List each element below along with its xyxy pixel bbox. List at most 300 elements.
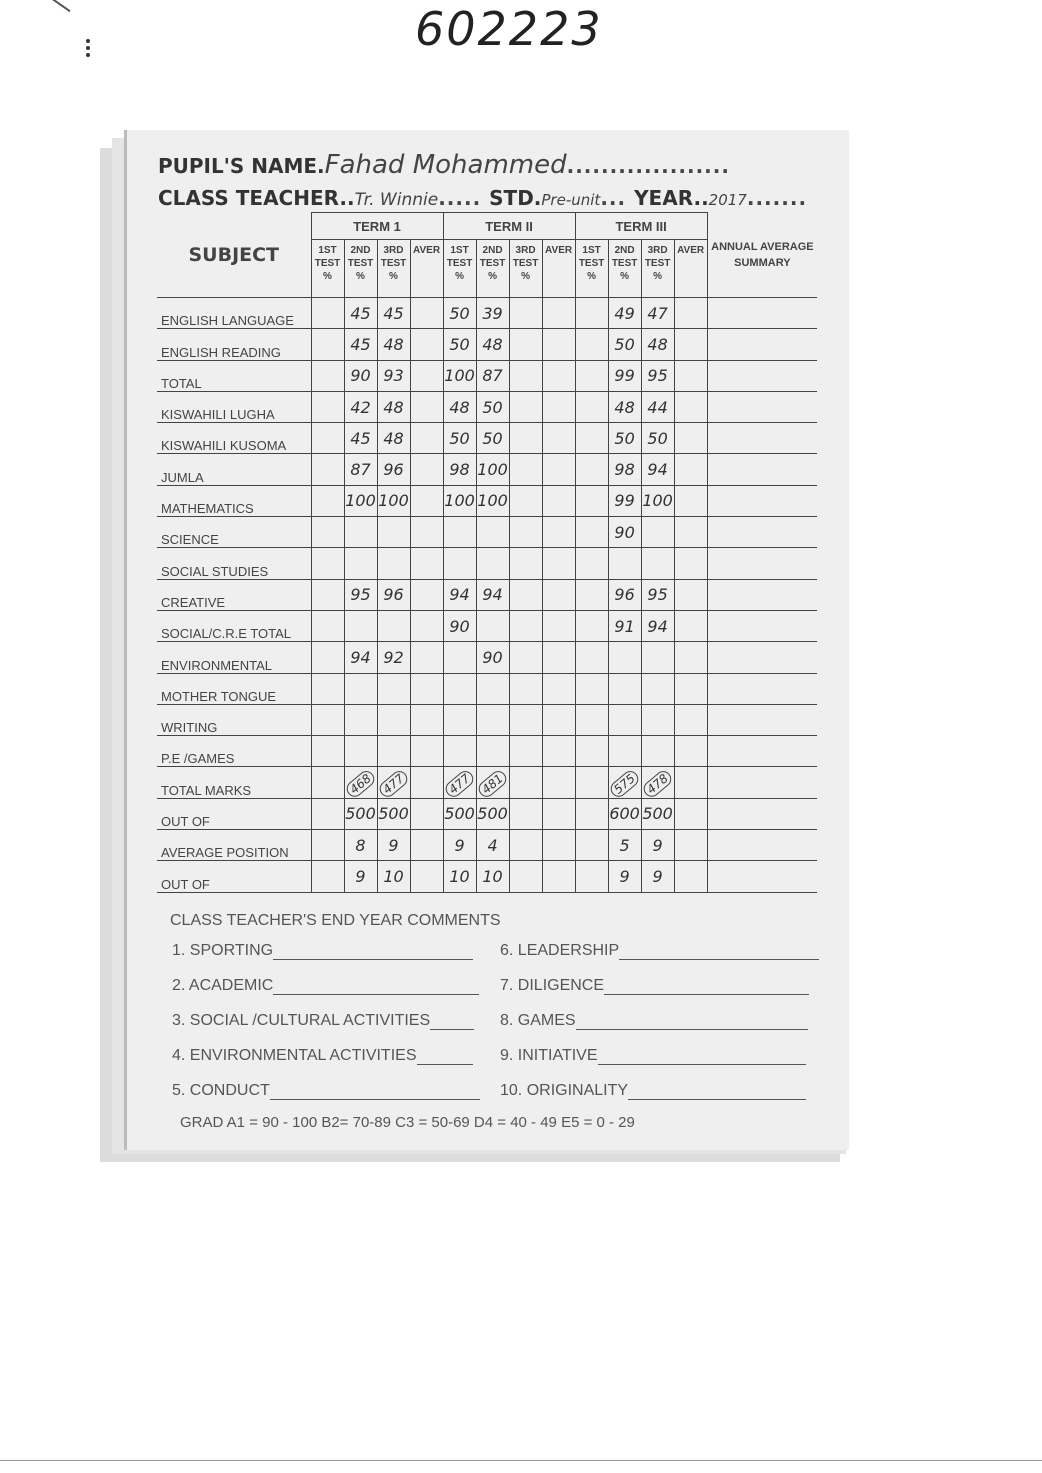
comment-item <box>500 1012 808 1030</box>
pupil-name-value: Fahad Mohammed <box>324 150 567 180</box>
mark-cell <box>344 642 377 673</box>
mark-cell <box>674 642 707 673</box>
mark-cell <box>509 610 542 641</box>
mark-cell <box>344 673 377 704</box>
mark-cell <box>443 454 476 485</box>
mark-value: 47 <box>647 303 668 323</box>
mark-value: 45 <box>350 303 371 323</box>
mark-cell <box>509 736 542 767</box>
mark-cell <box>377 454 410 485</box>
annual-summary-cell <box>707 861 817 892</box>
mark-cell <box>311 298 344 329</box>
mark-cell <box>410 642 443 673</box>
mark-cell <box>509 704 542 735</box>
mark-cell <box>509 673 542 704</box>
mark-cell <box>410 610 443 641</box>
mark-cell <box>641 548 674 579</box>
mark-cell <box>377 391 410 422</box>
mark-cell <box>509 360 542 391</box>
mark-value: 5 <box>619 835 630 855</box>
mark-cell <box>575 610 608 641</box>
mark-cell <box>542 548 575 579</box>
mark-value: 49 <box>614 303 635 323</box>
mark-value: 90 <box>449 616 470 636</box>
mark-cell <box>608 454 641 485</box>
mark-cell <box>377 704 410 735</box>
mark-value: 45 <box>350 428 371 448</box>
mark-cell <box>608 673 641 704</box>
mark-cell <box>476 454 509 485</box>
mark-cell <box>575 736 608 767</box>
mark-cell <box>476 861 509 892</box>
mark-value: 96 <box>383 585 404 605</box>
mark-cell <box>608 798 641 829</box>
mark-cell <box>608 610 641 641</box>
comment-label: 5. CONDUCT <box>172 1082 270 1099</box>
mark-value: 99 <box>614 491 635 511</box>
mark-cell <box>575 579 608 610</box>
mark-value: 9 <box>388 835 399 855</box>
annual-summary-cell <box>707 673 817 704</box>
mark-cell <box>641 861 674 892</box>
mark-cell <box>476 798 509 829</box>
mark-value: 468 <box>344 768 378 800</box>
mark-value: 478 <box>641 768 675 800</box>
subject-name: TOTAL MARKS <box>157 767 311 798</box>
mark-cell <box>311 736 344 767</box>
mark-cell <box>542 423 575 454</box>
mark-cell <box>344 391 377 422</box>
mark-value: 10 <box>383 866 404 886</box>
mark-cell <box>509 830 542 861</box>
mark-cell <box>443 517 476 548</box>
test-column-header <box>575 240 608 298</box>
mark-cell <box>344 423 377 454</box>
annual-summary-cell <box>707 548 817 579</box>
subject-name: MATHEMATICS <box>157 485 311 516</box>
column-head-text: 3RD <box>383 245 404 256</box>
mark-cell <box>575 830 608 861</box>
subject-name: KISWAHILI LUGHA <box>157 391 311 422</box>
comment-blank-line[interactable] <box>270 1085 480 1100</box>
mark-value: 8 <box>355 835 366 855</box>
column-head-text: TEST <box>644 258 671 269</box>
mark-cell <box>542 798 575 829</box>
comment-label: 7. DILIGENCE <box>500 977 605 994</box>
mark-cell <box>575 704 608 735</box>
column-head-text: 2ND <box>350 245 371 256</box>
mark-cell <box>443 798 476 829</box>
mark-value: 10 <box>482 866 503 886</box>
comment-blank-line[interactable] <box>430 1015 474 1030</box>
mark-cell <box>476 579 509 610</box>
comment-label: 6. LEADERSHIP <box>500 942 620 959</box>
column-head-text: % <box>521 271 530 282</box>
mark-value: 50 <box>482 428 503 448</box>
comment-item <box>172 1047 473 1065</box>
mark-cell <box>509 548 542 579</box>
mark-cell <box>674 517 707 548</box>
mark-value: 500 <box>378 804 409 824</box>
subject-name: OUT OF <box>157 798 311 829</box>
annual-summary-cell <box>707 329 817 360</box>
mark-cell <box>377 861 410 892</box>
mark-value: 50 <box>449 428 470 448</box>
mark-value: 9 <box>652 835 663 855</box>
mark-value: 99 <box>614 366 635 386</box>
mark-cell <box>476 642 509 673</box>
table-row <box>157 454 817 485</box>
mark-value: 44 <box>647 397 668 417</box>
mark-cell <box>476 329 509 360</box>
mark-cell <box>377 736 410 767</box>
mark-cell <box>575 798 608 829</box>
mark-value: 50 <box>614 428 635 448</box>
mark-cell <box>641 798 674 829</box>
mark-cell <box>443 736 476 767</box>
column-head-text: % <box>455 271 464 282</box>
pupil-name-row <box>158 150 730 180</box>
column-head-text: TEST <box>611 258 638 269</box>
test-column-header <box>641 240 674 298</box>
column-head-text: % <box>653 271 663 282</box>
table-row <box>157 548 817 579</box>
mark-value: 50 <box>482 397 503 417</box>
mark-cell <box>410 485 443 516</box>
mark-cell <box>410 391 443 422</box>
subject-name: SCIENCE <box>157 517 311 548</box>
mark-cell <box>344 579 377 610</box>
mark-cell <box>575 391 608 422</box>
mark-cell <box>575 423 608 454</box>
mark-cell <box>542 642 575 673</box>
mark-cell <box>608 548 641 579</box>
scan-mark <box>51 0 70 12</box>
mark-cell <box>542 704 575 735</box>
mark-value: 94 <box>449 585 470 605</box>
subject-header: SUBJECT <box>157 213 311 298</box>
teacher-value: Tr. Winnie <box>354 190 439 210</box>
mark-cell <box>575 548 608 579</box>
test-column-header <box>542 240 575 298</box>
table-row <box>157 298 817 329</box>
mark-cell <box>608 861 641 892</box>
mark-value: 500 <box>345 804 376 824</box>
test-column-header <box>608 240 641 298</box>
annual-summary-cell <box>707 298 817 329</box>
mark-cell <box>377 579 410 610</box>
subject-name: TOTAL <box>157 360 311 391</box>
mark-cell <box>410 454 443 485</box>
column-head-text: 1ST <box>318 245 337 256</box>
std-value: Pre-unit <box>541 191 601 209</box>
subject-name: SOCIAL STUDIES <box>157 548 311 579</box>
comment-blank-line[interactable] <box>628 1085 806 1100</box>
mark-value: 10 <box>449 866 470 886</box>
mark-cell <box>641 360 674 391</box>
mark-value: 96 <box>383 460 404 480</box>
comment-row <box>170 942 830 977</box>
mark-value: 96 <box>614 585 635 605</box>
mark-value: 48 <box>449 397 470 417</box>
mark-cell <box>311 329 344 360</box>
mark-cell <box>311 704 344 735</box>
mark-cell <box>542 610 575 641</box>
mark-cell <box>410 767 443 798</box>
mark-cell <box>575 642 608 673</box>
comment-label: 1. SPORTING <box>172 942 274 959</box>
comment-label: 9. INITIATIVE <box>500 1047 598 1064</box>
scan-edge <box>0 1460 1042 1461</box>
subject-name: CREATIVE <box>157 579 311 610</box>
mark-cell <box>509 391 542 422</box>
mark-cell <box>344 861 377 892</box>
mark-value: 9 <box>355 866 366 886</box>
comment-row <box>170 1012 830 1047</box>
comment-blank-line[interactable] <box>273 980 479 995</box>
comment-row <box>170 977 830 1012</box>
test-column-header <box>443 240 476 298</box>
test-column-header <box>674 240 707 298</box>
mark-cell <box>377 798 410 829</box>
mark-value: 600 <box>609 804 640 824</box>
mark-value: 100 <box>642 491 673 511</box>
mark-cell <box>344 767 377 798</box>
mark-cell <box>443 329 476 360</box>
test-column-header <box>377 240 410 298</box>
annual-summary-cell <box>707 485 817 516</box>
comment-blank-line[interactable] <box>619 945 819 960</box>
mark-value: 48 <box>482 334 503 354</box>
mark-cell <box>509 329 542 360</box>
subject-name: JUMLA <box>157 454 311 485</box>
mark-cell <box>509 798 542 829</box>
column-head-text: 1ST <box>582 245 601 256</box>
annual-summary-cell <box>707 704 817 735</box>
comment-item <box>172 1082 480 1100</box>
mark-cell <box>674 798 707 829</box>
mark-cell <box>674 485 707 516</box>
reference-number: 602223 <box>415 2 603 56</box>
mark-cell <box>344 454 377 485</box>
annual-summary-header: ANNUAL AVERAGE SUMMARY <box>707 213 817 298</box>
mark-cell <box>443 579 476 610</box>
mark-value: 98 <box>614 460 635 480</box>
mark-cell <box>575 329 608 360</box>
mark-cell <box>443 610 476 641</box>
mark-cell <box>641 642 674 673</box>
pupil-name-label: PUPIL'S NAME. <box>158 154 325 178</box>
comment-label: 10. ORIGINALITY <box>500 1082 629 1099</box>
mark-value: 45 <box>350 334 371 354</box>
mark-cell <box>509 861 542 892</box>
mark-cell <box>608 423 641 454</box>
mark-cell <box>476 673 509 704</box>
subject-name: P.E /GAMES <box>157 736 311 767</box>
mark-cell <box>641 454 674 485</box>
test-column-header <box>344 240 377 298</box>
annual-summary-cell <box>707 579 817 610</box>
mark-cell <box>509 579 542 610</box>
mark-cell <box>674 610 707 641</box>
table-row <box>157 673 817 704</box>
mark-cell <box>344 830 377 861</box>
mark-cell <box>608 360 641 391</box>
mark-cell <box>311 485 344 516</box>
mark-cell <box>377 329 410 360</box>
mark-cell <box>476 517 509 548</box>
test-column-header <box>476 240 509 298</box>
mark-cell <box>674 861 707 892</box>
mark-cell <box>410 517 443 548</box>
mark-value: 48 <box>383 397 404 417</box>
subject-name: ENVIRONMENTAL <box>157 642 311 673</box>
mark-cell <box>410 673 443 704</box>
mark-cell <box>509 298 542 329</box>
marks-table <box>157 212 825 907</box>
mark-cell <box>674 704 707 735</box>
mark-cell <box>377 610 410 641</box>
mark-cell <box>410 861 443 892</box>
mark-cell <box>311 360 344 391</box>
mark-value: 100 <box>345 491 376 511</box>
comment-blank-line[interactable] <box>576 1015 808 1030</box>
mark-cell <box>575 454 608 485</box>
mark-cell <box>443 861 476 892</box>
mark-value: 87 <box>350 460 371 480</box>
mark-cell <box>476 736 509 767</box>
mark-cell <box>608 298 641 329</box>
mark-value: 500 <box>477 804 508 824</box>
mark-value: 50 <box>647 428 668 448</box>
table-row <box>157 642 817 673</box>
mark-cell <box>476 391 509 422</box>
column-head-text: AVER <box>677 245 705 256</box>
subject-name: WRITING <box>157 704 311 735</box>
mark-cell <box>641 391 674 422</box>
mark-cell <box>476 360 509 391</box>
column-head-text: 1ST <box>450 245 469 256</box>
mark-cell <box>344 798 377 829</box>
comment-item <box>172 942 473 960</box>
mark-cell <box>608 642 641 673</box>
comment-blank-line[interactable] <box>273 945 473 960</box>
mark-cell <box>542 454 575 485</box>
mark-cell <box>641 767 674 798</box>
mark-cell <box>641 830 674 861</box>
mark-cell <box>476 704 509 735</box>
mark-cell <box>476 548 509 579</box>
subject-name: SOCIAL/C.R.E TOTAL <box>157 610 311 641</box>
mark-cell <box>410 736 443 767</box>
mark-cell <box>674 736 707 767</box>
mark-value: 94 <box>647 616 668 636</box>
mark-cell <box>344 548 377 579</box>
table-row <box>157 610 817 641</box>
mark-cell <box>509 454 542 485</box>
column-head-text: TEST <box>446 258 473 269</box>
table-row <box>157 579 817 610</box>
mark-value: 48 <box>614 397 635 417</box>
mark-cell <box>377 767 410 798</box>
mark-cell <box>608 391 641 422</box>
mark-cell <box>311 767 344 798</box>
mark-cell <box>476 610 509 641</box>
table-row <box>157 736 817 767</box>
annual-summary-cell <box>707 798 817 829</box>
mark-cell <box>509 485 542 516</box>
mark-cell <box>542 517 575 548</box>
column-head-text: TEST <box>347 258 374 269</box>
year-value: 2017 <box>708 191 747 209</box>
annual-summary-cell <box>707 736 817 767</box>
mark-value: 50 <box>449 303 470 323</box>
mark-cell <box>641 673 674 704</box>
mark-value: 87 <box>482 366 503 386</box>
mark-cell <box>674 579 707 610</box>
mark-value: 94 <box>350 647 371 667</box>
table-row <box>157 485 817 516</box>
column-head-text: % <box>389 271 398 282</box>
mark-value: 98 <box>449 460 470 480</box>
mark-value: 91 <box>614 616 635 636</box>
mark-cell <box>344 517 377 548</box>
mark-value: 50 <box>449 334 470 354</box>
mark-cell <box>311 673 344 704</box>
mark-cell <box>410 704 443 735</box>
mark-value: 48 <box>647 334 668 354</box>
mark-value: 477 <box>377 768 411 800</box>
comment-blank-line[interactable] <box>417 1050 473 1065</box>
mark-cell <box>476 830 509 861</box>
mark-cell <box>377 642 410 673</box>
mark-cell <box>443 485 476 516</box>
mark-value: 4 <box>487 835 498 855</box>
mark-value: 39 <box>482 303 503 323</box>
table-row <box>157 391 817 422</box>
mark-cell <box>674 548 707 579</box>
mark-cell <box>377 485 410 516</box>
mark-value: 500 <box>444 804 475 824</box>
mark-cell <box>542 329 575 360</box>
annual-summary-cell <box>707 610 817 641</box>
comment-blank-line[interactable] <box>598 1050 806 1065</box>
term-3-header: TERM III <box>575 213 707 240</box>
comment-blank-line[interactable] <box>604 980 809 995</box>
mark-cell <box>311 610 344 641</box>
mark-cell <box>377 548 410 579</box>
annual-summary-cell <box>707 454 817 485</box>
test-column-header <box>410 240 443 298</box>
mark-cell <box>608 485 641 516</box>
column-head-text: % <box>620 271 630 282</box>
mark-cell <box>575 485 608 516</box>
mark-cell <box>410 329 443 360</box>
mark-cell <box>476 485 509 516</box>
table-row <box>157 517 817 548</box>
mark-value: 100 <box>444 366 475 386</box>
mark-value: 9 <box>652 866 663 886</box>
table-row <box>157 329 817 360</box>
mark-cell <box>674 830 707 861</box>
mark-cell <box>542 673 575 704</box>
mark-cell <box>542 830 575 861</box>
std-label: STD. <box>489 186 542 210</box>
mark-value: 100 <box>477 460 508 480</box>
mark-value: 100 <box>378 491 409 511</box>
annual-summary-cell <box>707 830 817 861</box>
teacher-label: CLASS TEACHER.. <box>158 186 355 210</box>
